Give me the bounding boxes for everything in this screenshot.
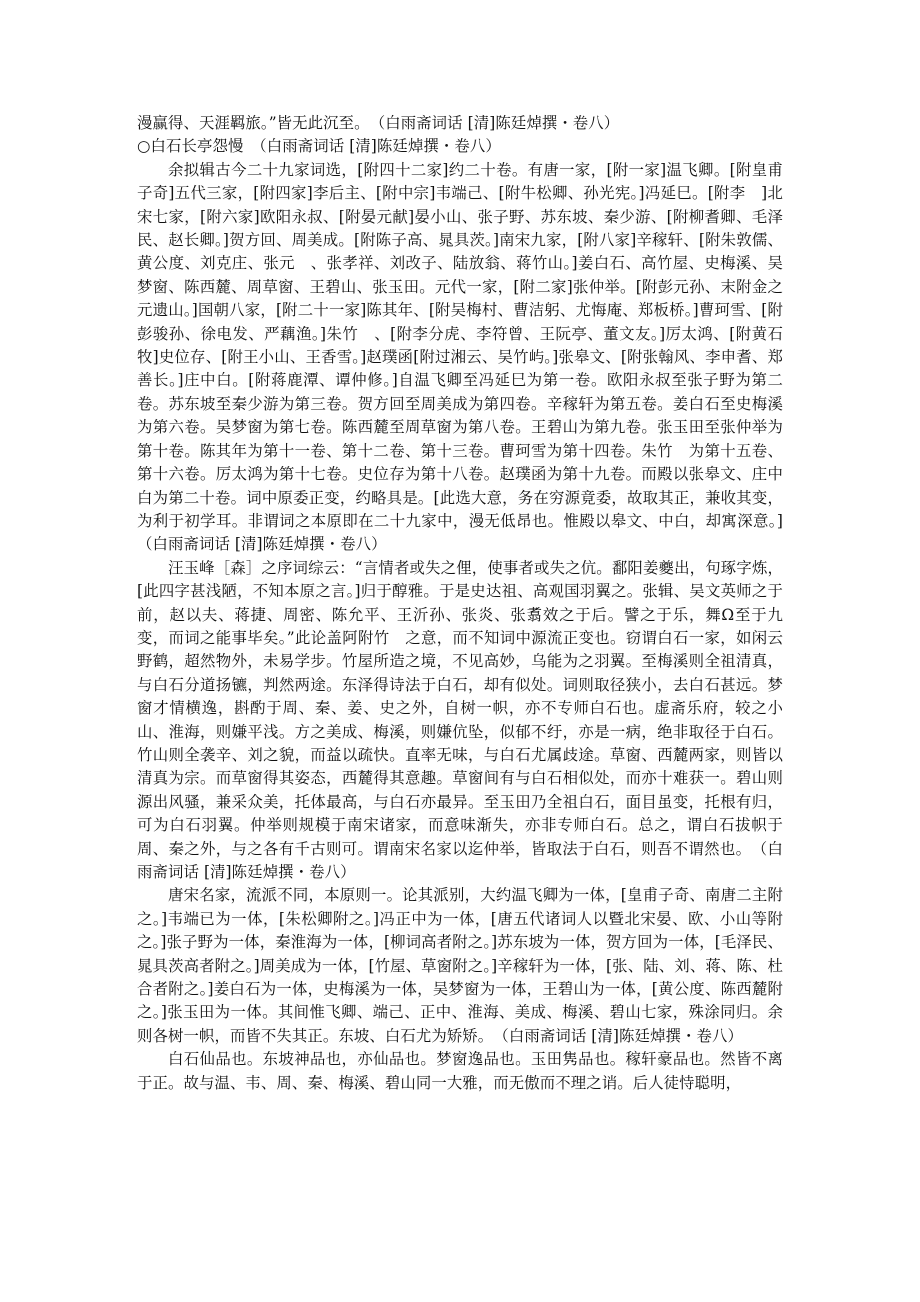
paragraph-schools: 唐宋名家，流派不同，本原则一。论其派别，大约温飞卿为一体，[皇甫子奇、南唐二主附之。]韦端已为一体，[朱松卿附之。]冯正中为一体，[唐五代诸词人以暨北宋晏、欧、小山等附之。]张子野为一体，秦淮海为一体，[柳词高者附之。]苏东坡为一体，贺方回为一体，[毛泽民、晁具茨高者附之。]周美成为一体，[竹屋、草窗附之。]辛稼轩为一体，[张、陆、刘、蒋、陈、杜合者附之。]姜白石为一体，史梅溪为一体，吴梦窗为一体，王碧山为一体，[黄公度、陈西麓附之。]张玉田为一体。其间惟飞卿、端己、正中、淮海、美成、梅溪、碧山七家，殊涂同归。余则各树一帜，而皆不失其正。东坡、白石尤为矫矫。 （白雨斋词话 [清]陈廷焯撰・卷八） [137, 886, 783, 1045]
paragraph-grades: 白石仙品也。东坡神品也，亦仙品也。梦窗逸品也。玉田隽品也。稼轩豪品也。然皆不离于正。故与温、韦、周、秦、梅溪、碧山同一大雅，而无傲而不理之诮。后人徒恃聪明， [137, 1050, 783, 1092]
paragraph-wang-yufeng: 汪玉峰［森］之序词综云：“言情者或失之俚，使事者或失之伉。鄱阳姜夔出，句琢字炼，[此四字甚浅陋，不知本原之言。]归于醇雅。于是史达祖、高观国羽翼之。张辑、吴文英师之于前，赵以夫、蒋捷、周密、陈允平、王沂孙、张炎、张翥效之于后。譬之于乐，舞Ω至于九变，而词之能事毕矣。”此论盖阿附竹 之意，而不知词中源流正变也。窃谓白石一家，如闲云野鹤，超然物外，未易学步。竹屋所造之境，不见高妙，乌能为之羽翼。至梅溪则全祖清真，与白石分道扬镳，判然两途。东泽得诗法于白石，却有似处。词则取径狭小，去白石甚远。梦窗才情横逸，斟酌于周、秦、姜、史之外，自树一帜，亦不专师白石也。虚斋乐府，较之小山、淮海，则嫌平浅。方之美成、梅溪，则嫌伉坠，似郁不纡，亦是一病，绝非取径于白石。竹山则全袭辛、刘之貌，而益以疏快。直率无味，与白石尤属歧途。草窗、西麓两家，则皆以清真为宗。而草窗得其姿态，西麓得其意趣。草窗间有与白石相似处，而亦十难获一。碧山则源出风骚，兼采众美，托体最高，与白石亦最异。至玉田乃全祖白石，面目虽变，托根有归，可为白石羽翼。仲举则规模于南宋诸家，而意味渐失，亦非专师白石。总之，谓白石拔帜于周、秦之外，与之各有千古则可。谓南宋名家以迄仲举，皆取法于白石，则吾不谓然也。 （白雨斋词话 [清]陈廷焯撰・卷八） [137, 558, 783, 881]
continuation-paragraph: 漫赢得、天涯羁旅。”皆无此沉至。 （白雨斋词话 [清]陈廷焯撰・卷八） [137, 114, 620, 132]
paragraph-anthology-plan: 余拟辑古今二十九家词选，[附四十二家]约二十卷。有唐一家，[附一家]温飞卿。[附皇甫子奇]五代三家，[附四家]李后主、[附中宗]韦端己、[附牛松卿、孙光宪。]冯延巳。[附李 ]北宋七家，[附六家]欧阳永叔、[附晏元献]晏小山、张子野、苏东坡、秦少游、[附柳耆卿、毛泽民、赵长卿。]贺方回、周美成。[附陈子高、晁具茨。]南宋九家，[附八家]辛稼轩、[附朱敦儒、黄公度、刘克庄、张元 、张孝祥、刘改子、陆放翁、蒋竹山。]姜白石、高竹屋、史梅溪、吴梦窗、陈西麓、周草窗、王碧山、张玉田。元代一家，[附二家]张仲举。[附彭元孙、末附金之元遗山。]国朝八家，[附二十一家]陈其年、[附吴梅村、曹洁躬、尤悔庵、郑板桥。]曹珂雪、[附彭骏孙、徐电发、严藕渔。]朱竹 、[附李分虎、李符曾、王阮亭、董文友。]厉太鸿、[附黄石牧]史位存、[附王小山、王香雪。]赵璞函[附过湘云、吴竹屿。]张皋文、[附张翰风、李申耆、郑善长。]庄中白。[附蒋鹿潭、谭仲修。]自温飞卿至冯延巳为第一卷。欧阳永叔至张子野为第二卷。苏东坡至秦少游为第三卷。贺方回至周美成为第四卷。辛稼轩为第五卷。姜白石至史梅溪为第六卷。吴梦窗为第七卷。陈西麓至周草窗为第八卷。王碧山为第九卷。张玉田至张仲举为第十卷。陈其年为第十一卷、第十二卷、第十三卷。曹珂雪为第十四卷。朱竹 为第十五卷、第十六卷。厉太鸿为第十七卷。史位存为第十八卷。赵璞函为第十九卷。而殿以张皋文、庄中白为第二十卷。词中原委正变，约略具是。[此选大意，务在穷源竟委，故取其正，兼收其变，为利于初学耳。非谓词之本原即在二十九家中，漫无低昂也。惟殿以皋文、中白，却寓深意。] （白雨斋词话 [清]陈廷焯撰・卷八） [137, 160, 799, 554]
section-heading: ○白石长亭怨慢 （白雨斋词话 [清]陈廷焯撰・卷八） [137, 137, 501, 156]
document-page [137, 112, 799, 1095]
